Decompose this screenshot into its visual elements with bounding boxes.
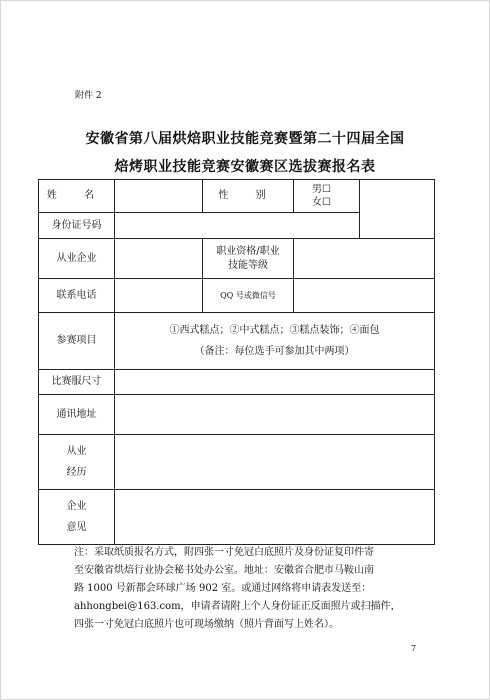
note-line: 路 1000 号新都会环球广场 902 室。或通过网络将申请表发送至： — [74, 583, 372, 594]
experience-label: 从业 经历 — [39, 435, 115, 490]
phone-label: 联系电话 — [39, 279, 115, 313]
note-line: 四张一寸免冠白底照片也可现场缴纳（照片背面写上姓名）。 — [74, 619, 339, 630]
gender-label: 性 别 — [203, 180, 294, 213]
document-title-line-2: 焙烤职业技能竞赛安徽赛区选拔赛报名表 — [114, 159, 376, 175]
address-field[interactable] — [115, 395, 435, 435]
row-phone — [39, 279, 435, 313]
employer-field[interactable] — [115, 239, 203, 279]
note-line: ahhongbei@163.com，申请者请附上个人身份证正反面照片或扫描件， — [74, 601, 401, 612]
document-title-line-1: 安徽省第八届烘焙职业技能竞赛暨第二十四届全国 — [85, 131, 405, 147]
company-opinion-field[interactable] — [115, 490, 435, 545]
gender-options[interactable] — [294, 180, 360, 213]
note-line: 注：采取纸质报名方式，附四张一寸免冠白底照片及身份证复印件寄 — [74, 547, 374, 558]
gender-male-checkbox[interactable]: 男☐ — [312, 183, 331, 195]
row-experience — [39, 435, 435, 490]
uniform-field[interactable] — [115, 370, 435, 395]
page-number: 7 — [411, 644, 417, 653]
name-label: 姓 名 — [39, 180, 115, 213]
company-opinion-label: 企业 意见 — [39, 490, 115, 545]
row-address — [39, 395, 435, 435]
attachment-label: 附件 2 — [75, 91, 102, 101]
photo-box — [360, 180, 435, 239]
qualification-field[interactable] — [294, 239, 435, 279]
qq-field[interactable] — [294, 279, 435, 313]
name-field[interactable] — [115, 180, 203, 213]
event-label: 参赛项目 — [39, 313, 115, 370]
employer-label: 从业企业 — [39, 239, 115, 279]
address-label: 通讯地址 — [39, 395, 115, 435]
instructions-note — [74, 544, 430, 634]
registration-form-table — [38, 179, 435, 545]
event-options[interactable] — [115, 313, 435, 370]
uniform-label: 比赛服尺寸 — [39, 370, 115, 395]
qq-label: QQ 号或微信号 — [203, 279, 294, 313]
id-field[interactable] — [115, 213, 360, 239]
phone-field[interactable] — [115, 279, 203, 313]
note-line: 至安徽省烘焙行业协会秘书处办公室。地址：安徽省合肥市马鞍山南 — [74, 565, 374, 576]
row-employer — [39, 239, 435, 279]
row-event — [39, 313, 435, 370]
qualification-label: 职业资格/职业 技能等级 — [203, 239, 294, 279]
event-note: （备注：每位选手可参加其中两项） — [194, 346, 355, 357]
row-name-gender — [39, 180, 435, 213]
id-label: 身份证号码 — [39, 213, 115, 239]
event-options-text: ①西式糕点；②中式糕点；③糕点装饰；④面包 — [169, 324, 380, 336]
gender-female-checkbox[interactable]: 女☐ — [312, 197, 331, 208]
row-company-opinion — [39, 490, 435, 545]
experience-field[interactable] — [115, 435, 435, 490]
row-uniform — [39, 370, 435, 395]
